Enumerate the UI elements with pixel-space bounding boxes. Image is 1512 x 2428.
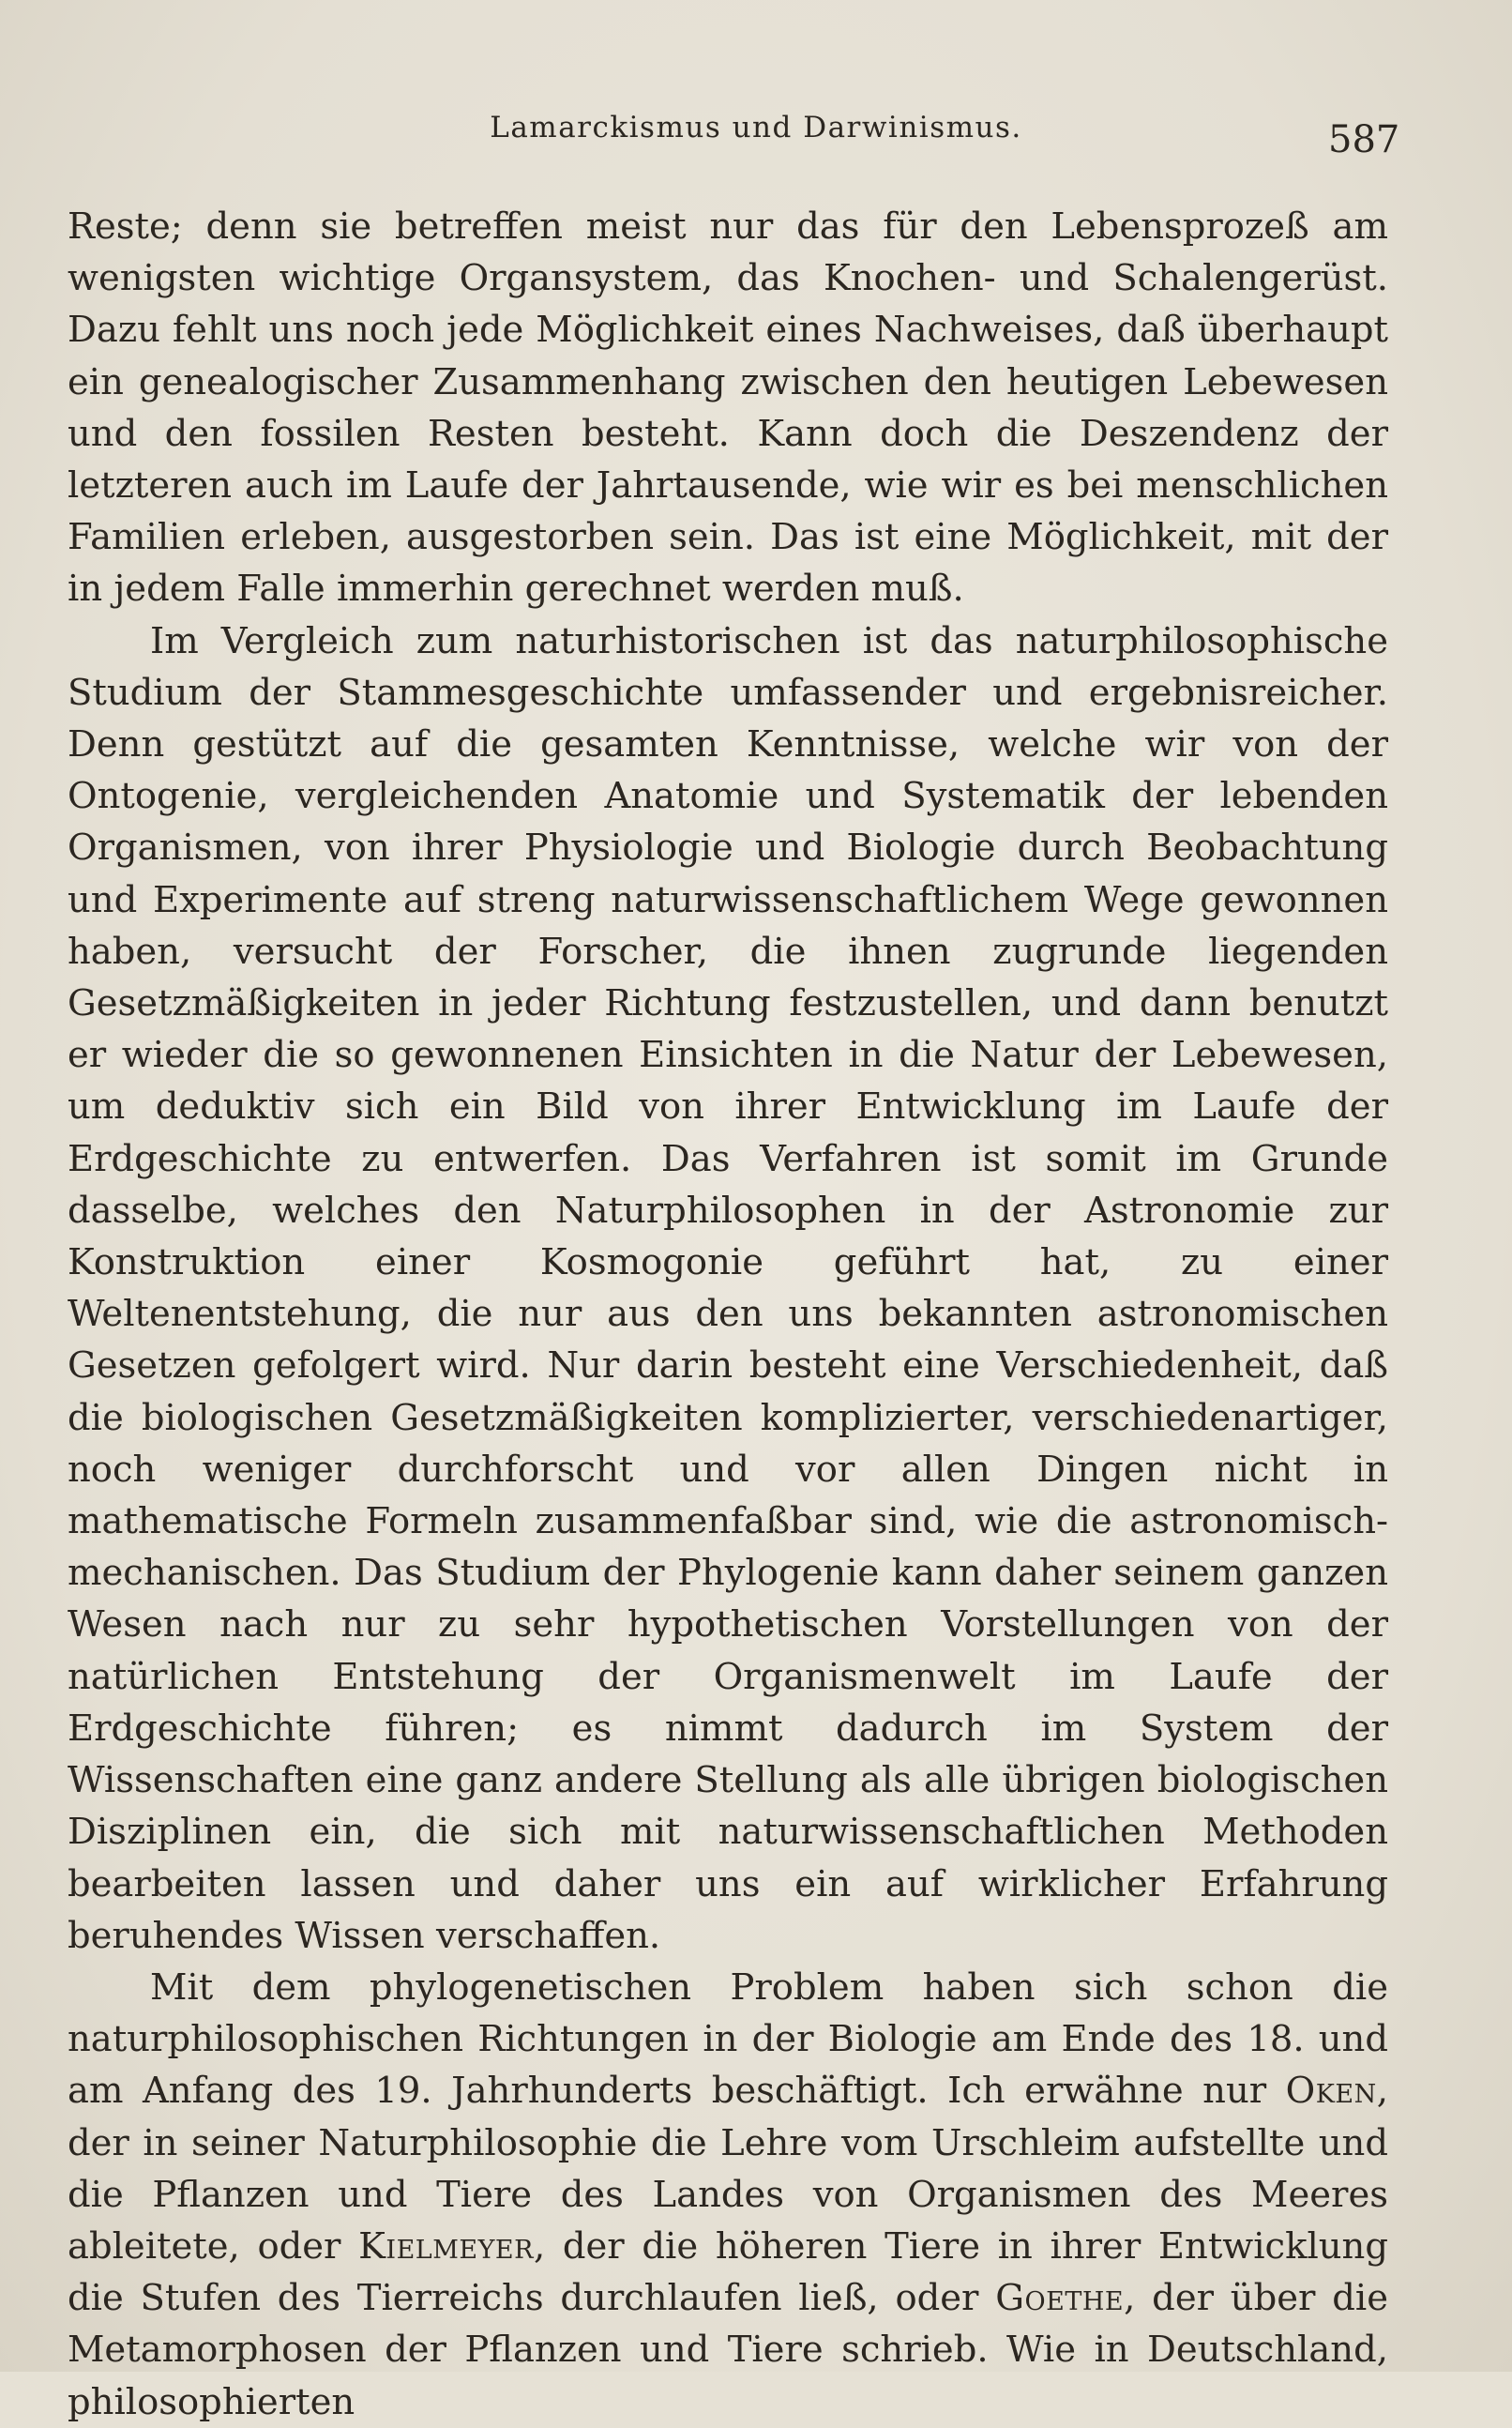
body-text [68, 201, 1388, 2428]
paragraph-1: Reste; denn sie betreffen meist nur das für den Lebensprozeß am wenigsten wichtige Organsystem, das Knochen- und Schalengerüst. Dazu fehlt uns noch jede Möglichkeit eines Nachweises, daß überhaupt ein genealogischer Zusammenhang zwischen den heutigen Lebewesen und den fossilen Resten besteht. Kann doch die Deszendenz der letzteren auch im Laufe der Jahrtausende, wie wir es bei menschlichen Familien erleben, ausgestorben sein. Das ist eine Möglichkeit, mit der in jedem Falle immerhin gerechnet werden muß. [68, 205, 1388, 611]
author-name-goethe: Goethe [995, 2277, 1125, 2320]
author-name-oken: Oken [1285, 2070, 1377, 2113]
paragraph-2: Im Vergleich zum naturhistorischen ist das naturphilosophische Studium der Stammesgeschichte umfassender und ergebnisreicher. Denn gestützt auf die gesamten Kenntnisse, welche wir von der Ontogenie, vergleichenden Anatomie und Systematik der lebenden Organismen, von ihrer Physiologie und Biologie durch Beobachtung und Experimente auf streng naturwissenschaftlichem Wege gewonnen haben, versucht der Forscher, die ihnen zugrunde liegenden Gesetzmäßigkeiten in jeder Richtung festzustellen, und dann benutzt er wieder die so gewonnenen Einsichten in die Natur der Lebewesen, um deduktiv sich ein Bild von ihrer Entwicklung im Laufe der Erdgeschichte zu entwerfen. Das Verfahren ist somit im Grunde dasselbe, welches den Naturphilosophen in der Astronomie zur Konstruktion einer Kosmogonie geführt hat, zu einer Weltenentstehung, die nur aus den uns bekannten astronomischen Gesetzen gefolgert wird. Nur darin besteht eine Verschiedenheit, daß die biologischen Gesetzmäßigkeiten komplizierter, verschiedenartiger, noch weniger durchforscht und vor allen Dingen nicht in mathematische Formeln zusammenfaßbar sind, wie die astronomisch-mechanischen. Das Studium der Phylogenie kann daher seinem ganzen Wesen nach nur zu sehr hypothetischen Vorstellungen von der natürlichen Entstehung der Organismenwelt im Laufe der Erdgeschichte führen; es nimmt dadurch im System der Wissenschaften eine ganz andere Stellung als alle übrigen biologischen Disziplinen ein, die sich mit naturwissenschaftlichen Methoden bearbeiten lassen und daher uns ein auf wirklicher Erfahrung beruhendes Wissen verschaffen. [68, 619, 1388, 1957]
paragraph-3-segment: Mit dem phylogenetischen Problem haben sich schon die naturphilosophischen Richtungen in der Biologie am Ende des 18. und am Anfang des 19. Jahrhunderts beschäftigt. Ich erwähne nur [68, 1965, 1388, 2113]
author-name-kielmeyer: Kielmeyer [358, 2224, 534, 2268]
paragraph-3-segment: , der in seiner Naturphilosophie die Lehre vom Urschleim aufstellte und die Pflanzen und Tiere des Landes von Organismen des Meeres ableitete, oder [68, 2070, 1388, 2268]
page-number: 587 [1328, 118, 1400, 161]
paragraph-3 [68, 1962, 1388, 2428]
paragraph-3-segment: , der die höheren Tiere in ihrer Entwicklung die Stufen des Tierreichs durchlaufen ließ, oder [68, 2224, 1388, 2320]
paragraph-3-segment: , der über die Metamorphosen der Pflanzen und Tiere schrieb. Wie in Deutschland, philosophierten [68, 2277, 1388, 2423]
running-title: Lamarckismus und Darwinismus. [490, 111, 1022, 144]
